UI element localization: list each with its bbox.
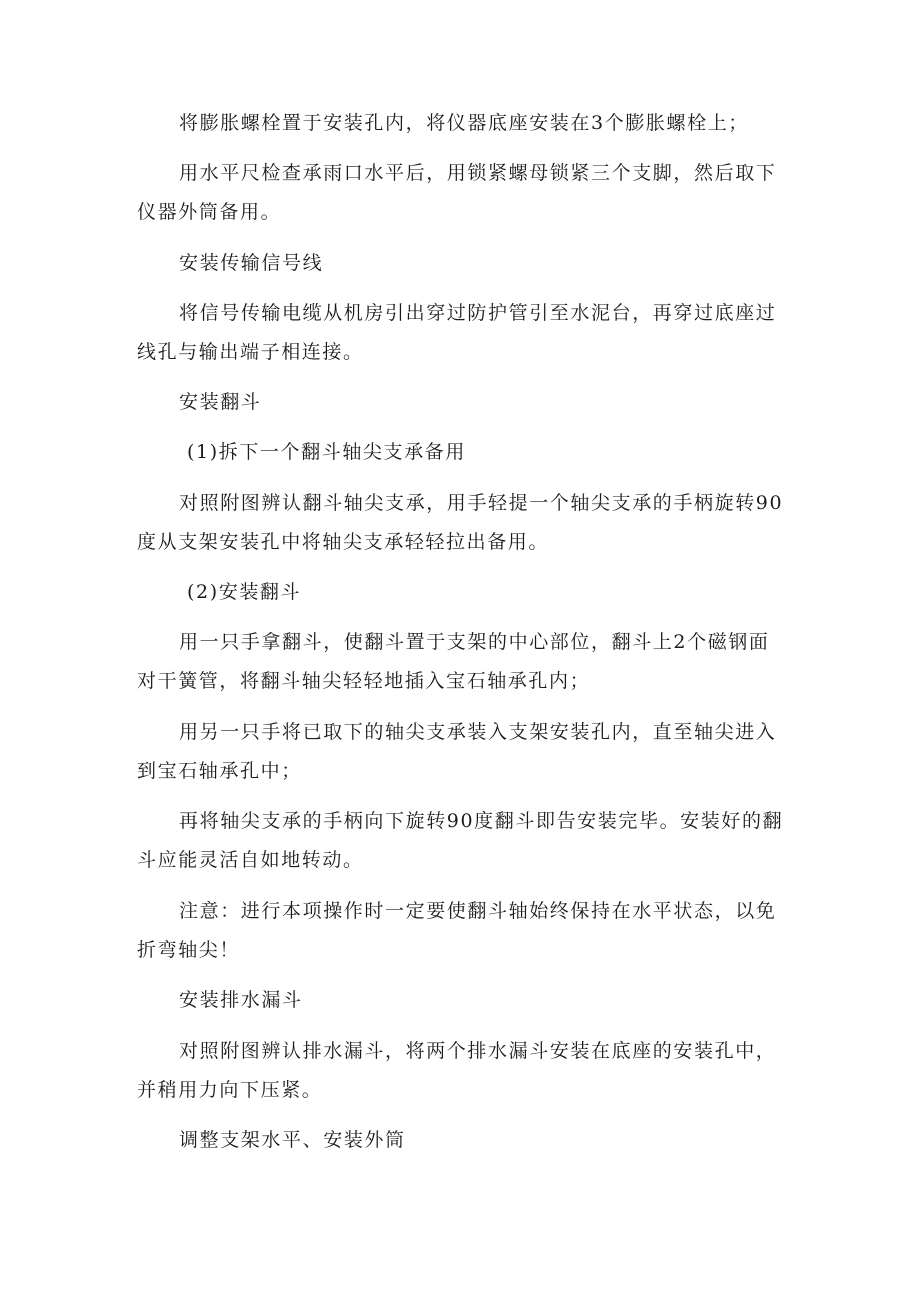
paragraph-signal-cable: 将信号传输电缆从机房引出穿过防护管引至水泥台，再穿过底座过线孔与输出端子相连接。 <box>137 302 777 363</box>
paragraph-rotate-handle: 再将轴尖支承的手柄向下旋转90度翻斗即告安装完毕。安装好的翻斗应能灵活自如地转动。 <box>137 810 784 871</box>
paragraph-expansion-bolts: 将膨胀螺栓置于安装孔内，将仪器底座安装在3个膨胀螺栓上； <box>179 112 749 134</box>
paragraph-hold-bucket: 用一只手拿翻斗，使翻斗置于支架的中心部位，翻斗上2个磁钢面对干簧管，将翻斗轴尖轻轻地插入宝石轴承孔内； <box>137 631 770 692</box>
paragraph-identify-support: 对照附图辨认翻斗轴尖支承，用手轻提一个轴尖支承的手柄旋转90度从支架安装孔中将轴尖支承轻轻拉出备用。 <box>137 492 784 553</box>
paragraph-level-check: 用水平尺检查承雨口水平后，用锁紧螺母锁紧三个支脚，然后取下仪器外筒备用。 <box>137 162 777 223</box>
step-2-install-bucket: (2)安装翻斗 <box>187 581 302 603</box>
heading-signal-line: 安装传输信号线 <box>179 252 324 274</box>
heading-drain-funnel: 安装排水漏斗 <box>179 989 303 1011</box>
heading-install-bucket: 安装翻斗 <box>179 391 262 413</box>
paragraph-note: 注意：进行本项操作时一定要使翻斗轴始终保持在水平状态，以免折弯轴尖！ <box>137 900 777 961</box>
step-1-remove-support: (1)拆下一个翻斗轴尖支承备用 <box>187 441 466 463</box>
paragraph-insert-support: 用另一只手将已取下的轴尖支承装入支架安装孔内，直至轴尖进入到宝石轴承孔中； <box>137 721 777 782</box>
heading-adjust-support: 调整支架水平、安装外筒 <box>179 1129 406 1151</box>
paragraph-drain-funnel: 对照附图辨认排水漏斗，将两个排水漏斗安装在底座的安装孔中，并稍用力向下压紧。 <box>137 1040 777 1101</box>
